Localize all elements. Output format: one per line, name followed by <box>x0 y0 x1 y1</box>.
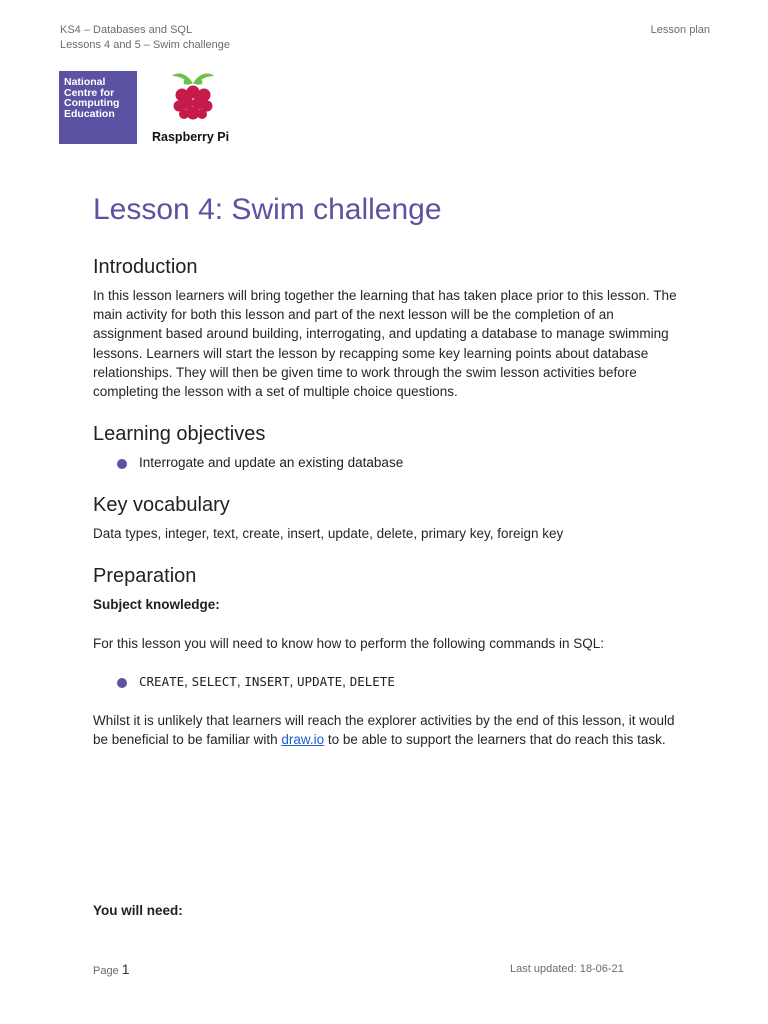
bullet-icon <box>117 459 127 469</box>
sql-command: INSERT <box>244 673 290 689</box>
separator: , <box>289 673 298 689</box>
page-footer <box>93 960 130 980</box>
sql-command: UPDATE <box>297 673 343 689</box>
you-will-need-label: You will need: <box>93 903 183 918</box>
objectives-list <box>93 453 683 472</box>
explorer-text-after: to be able to support the learners that do reach this task. <box>324 731 666 747</box>
commands-list <box>93 672 683 691</box>
ncce-logo <box>59 71 137 144</box>
raspberry-pi-wordmark: Raspberry Pi <box>152 130 230 144</box>
explorer-note <box>93 711 683 749</box>
introduction-text: In this lesson learners will bring together the learning that has taken place prior to this lesson. The main activity for both this lesson and part of the next lesson will be the completion of an assignment based around building, interrogating, and updating a database to manage swimming lessons. Learners will start the lesson by recapping some key learning points about database relationships. They will then be given time to work through the swim lesson activities before completing the lesson with a set of multiple choice questions. <box>93 288 677 400</box>
separator: , <box>236 673 245 689</box>
drawio-link[interactable]: draw.io <box>281 731 325 747</box>
preparation-heading: Preparation <box>93 565 197 588</box>
objective-text: Interrogate and update an existing database <box>139 455 404 471</box>
raspberry-pi-logo <box>152 70 236 148</box>
vocabulary-text: Data types, integer, text, create, insert, update, delete, primary key, foreign key <box>93 526 564 542</box>
raspberry-icon <box>168 70 218 126</box>
sql-command: CREATE <box>139 673 185 689</box>
subject-knowledge-label: Subject knowledge: <box>93 597 220 613</box>
course-title: KS4 – Databases and SQL <box>60 24 193 36</box>
explorer-text-before: Whilst it is unlikely that learners will reach the explorer activities by the end of this lesson, it would be beneficial to be familiar with <box>93 712 675 747</box>
ncce-logo-line: Education <box>64 107 115 120</box>
main-content <box>93 190 683 749</box>
document-type: Lesson plan <box>650 24 710 36</box>
sql-command: DELETE <box>349 673 395 689</box>
separator: , <box>342 673 350 689</box>
vocabulary-heading: Key vocabulary <box>93 494 230 517</box>
commands-item <box>117 672 683 691</box>
introduction-heading: Introduction <box>93 256 198 278</box>
page-number: 1 <box>121 961 130 977</box>
ncce-logo-line: National <box>64 76 106 88</box>
separator: , <box>184 673 192 689</box>
last-updated: Last updated: 18-06-21 <box>510 963 624 975</box>
objectives-heading: Learning objectives <box>93 423 266 446</box>
page-label: Page <box>93 965 119 977</box>
document-header-left <box>60 23 230 53</box>
preparation-intro: For this lesson you will need to know how to perform the following commands in SQL: <box>93 636 604 652</box>
objective-item <box>117 453 683 472</box>
introduction-section <box>93 254 683 401</box>
ncce-logo-line: Computing <box>64 97 120 109</box>
objectives-section <box>93 421 683 472</box>
bullet-icon <box>117 678 127 688</box>
sql-command: SELECT <box>191 673 237 689</box>
ncce-logo-line: Centre for <box>64 86 115 99</box>
lesson-title: Lesson 4: Swim challenge <box>93 193 442 226</box>
vocabulary-section <box>93 492 683 543</box>
preparation-section <box>93 563 683 749</box>
lesson-range: Lessons 4 and 5 – Swim challenge <box>60 39 230 51</box>
